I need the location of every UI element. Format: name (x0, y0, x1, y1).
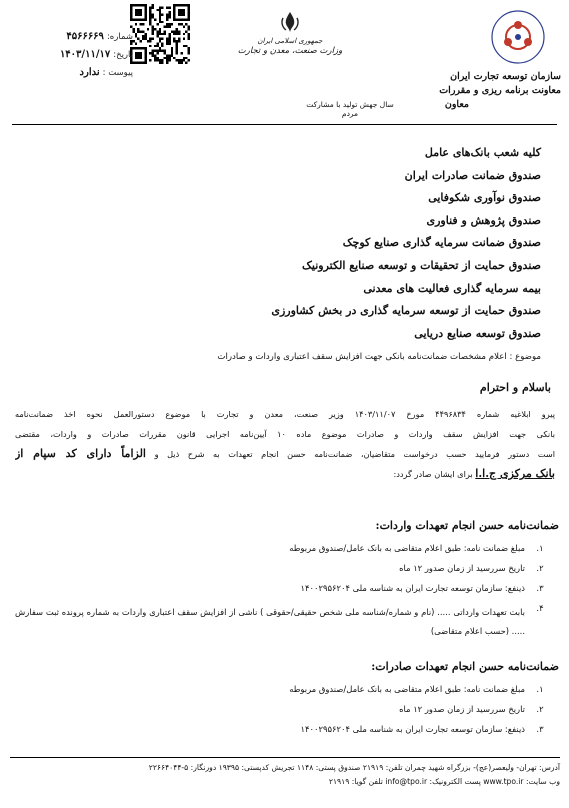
item-text: تاریخ سررسید از زمان صدور ۱۲ ماه (399, 563, 525, 573)
item-text: تاریخ سررسید از زمان صدور ۱۲ ماه (399, 704, 525, 714)
recipient: صندوق حمایت از تحقیقات و توسعه صنایع الکترونیک (302, 258, 541, 272)
year-slogan: سال جهش تولید با مشارکت مردم (306, 100, 394, 118)
footer-contact: وب سایت: www.tpo.ir پست الکترونیک: info@tpo.ir تلفن گویا: ۲۱۹۱۹ (328, 777, 560, 786)
footer-divider (10, 757, 560, 758)
item-text: ذینفع: سازمان توسعه تجارت ایران به شناسه ملی ۱۴۰۰۲۹۵۶۲۰۴ (300, 583, 525, 593)
paragraph-text: برای ایشان صادر گردد: (393, 469, 473, 479)
letter-meta (8, 28, 133, 82)
qr-code (130, 4, 190, 64)
date-value: ۱۴۰۳/۱۱/۱۷ (59, 49, 111, 60)
item-number: ۳. (536, 724, 544, 734)
greeting: باسلام و احترام (479, 381, 551, 394)
paragraph-line: بانکی جهت افزایش سقف واردات و صادرات موضوع ماده ۱۰ آیین‌نامه اجرایی قانون مقررات صادرات و واردات، مقتضی (15, 429, 555, 439)
recipient: صندوق نوآوری شکوفایی (428, 191, 541, 205)
iran-emblem-icon (278, 10, 302, 34)
list-item (15, 704, 555, 724)
recipient: کلیه شعب بانک‌های عامل (424, 146, 541, 159)
number-value: ۴۵۶۶۶۶۹ (66, 31, 104, 42)
paragraph-text: است دستور فرمایید حسب درخواست متقاضیان، ضمانت‌نامه حسن انجام تعهدات به شرح ذیل و (154, 449, 555, 459)
item-number: ۱. (536, 684, 544, 694)
paragraph-line (15, 464, 555, 484)
paragraph-emphasis: بانک مرکزی ج.ا.ا (475, 467, 555, 480)
header-divider (12, 124, 557, 125)
item-number: ۴. (536, 603, 544, 613)
footer-address: آدرس: تهران- ولیعصر(عج)- بزرگراه شهید چمران تلفن: ۲۱۹۱۹ صندوق پستی: ۱۱۴۸ تجریش کدپستی: ۱۹۳۹۵ دورنگار: ۵-۲۲۶۶۴۰۴۴ (148, 763, 560, 772)
list-item (15, 603, 555, 641)
emblem-line2: وزارت صنعت، معدن و تجارت (237, 46, 343, 56)
date-row (8, 46, 133, 64)
recipient: صندوق ضمانت صادرات ایران (404, 168, 541, 182)
recipient: بیمه سرمایه گذاری فعالیت های معدنی (363, 281, 541, 295)
tpo-logo (481, 4, 555, 70)
list-item (15, 543, 555, 563)
list-item (15, 563, 555, 583)
item-number: ۳. (536, 583, 544, 593)
exports-title: ضمانت‌نامه حسن انجام تعهدات صادرات: (371, 660, 559, 673)
item-text: مبلغ ضمانت نامه: طبق اعلام متقاضی به بانک عامل/صندوق مربوطه (289, 543, 525, 553)
attachment-label: پیوست : (102, 68, 133, 78)
recipient: صندوق حمایت از توسعه سرمایه گذاری در بخش کشاورزی (271, 304, 541, 318)
item-text: مبلغ ضمانت نامه: طبق اعلام متقاضی به بانک عامل/صندوق مربوطه (289, 684, 525, 694)
body-paragraph (15, 404, 555, 484)
paragraph-emphasis: الزاماً دارای کد سپام از (15, 447, 146, 460)
list-item (15, 724, 555, 744)
imports-title: ضمانت‌نامه حسن انجام تعهدات واردات: (375, 519, 559, 532)
item-text: بابت تعهدات وارداتی ..... (نام و شماره/شناسه ملی شخص حقیقی/حقوقی ) ناشی از افزایش سقف اعتباری واردات به شماره پرونده ثبت سفارش ..... (حسب اعلام متقاضی) (15, 607, 525, 636)
attachment-value: ندارد (79, 67, 100, 78)
item-number: ۲. (536, 563, 544, 573)
recipient: صندوق توسعه صنایع دریایی (414, 326, 541, 340)
recipient: صندوق ضمانت سرمایه گذاری صنایع کوچک (342, 236, 541, 250)
org-deputy: معاونت برنامه ریزی و مقررات (439, 85, 561, 96)
exports-list (15, 684, 555, 744)
org-name: سازمان توسعه تجارت ایران (450, 71, 561, 82)
subject-line: موضوع : اعلام مشخصات ضمانت‌نامه بانکی جهت افزایش سقف اعتباری واردات و صادرات (217, 352, 541, 362)
recipient: صندوق پژوهش و فناوری (426, 213, 541, 227)
org-role: معاون (444, 99, 469, 110)
emblem-line1: جمهوری اسلامی ایران (257, 37, 323, 45)
imports-list (15, 543, 555, 641)
item-number: ۱. (536, 543, 544, 553)
list-item (15, 583, 555, 603)
paragraph-line (15, 444, 555, 464)
item-number: ۲. (536, 704, 544, 714)
attachment-row (8, 64, 133, 82)
footer (10, 761, 560, 789)
list-item (15, 684, 555, 704)
paragraph-line: پیرو ابلاغیه شماره ۴۴۹۶۸۳۴ مورخ ۱۴۰۳/۱۱/۰۷ وزیر صنعت، معدن و تجارت با موضوع دستورالعمل نحوه اخذ ضمانت‌نامه (15, 409, 555, 419)
item-text: ذینفع: سازمان توسعه تجارت ایران به شناسه ملی ۱۴۰۰۲۹۵۶۲۰۴ (300, 724, 525, 734)
number-row (8, 28, 133, 46)
number-label: شماره: (106, 32, 133, 42)
state-emblem (235, 10, 345, 57)
recipients-list (121, 142, 541, 345)
date-label: تاریخ: (113, 50, 133, 60)
